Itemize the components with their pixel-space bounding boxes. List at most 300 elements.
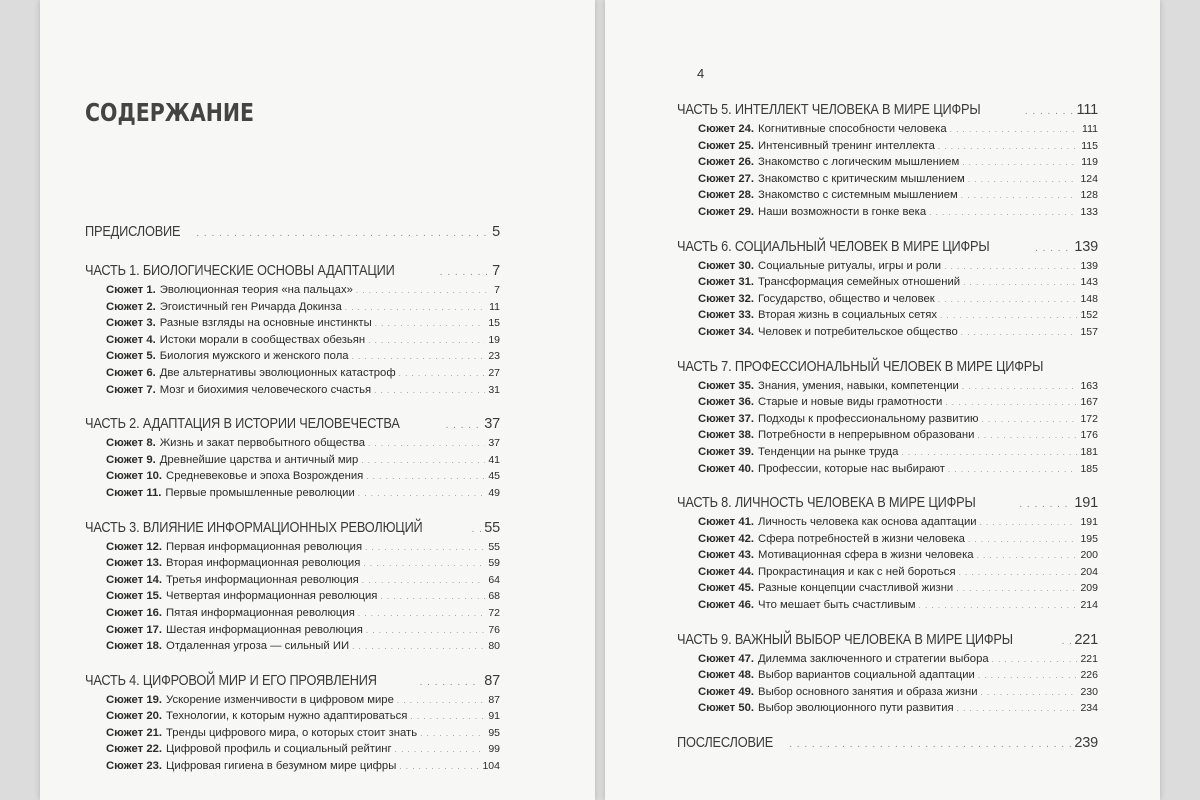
toc-item-title: Прокрастинация и как с ней бороться [758, 565, 956, 578]
toc-item-title: Средневековье и эпоха Возрождения [166, 470, 364, 483]
toc-item-label: Сюжет 23. [106, 760, 163, 773]
toc-item-page: 139 [1080, 259, 1098, 272]
dot-leader [1019, 494, 1071, 514]
toc-item-label: Сюжет 14. [106, 573, 163, 586]
toc-item-title: Подходы к профессиональному развитию [758, 412, 979, 425]
toc-part[interactable] [85, 261, 500, 282]
dot-leader [963, 275, 1077, 291]
toc-item-page: 143 [1080, 276, 1098, 289]
toc-item-label: Сюжет 41. [698, 516, 755, 529]
toc-item[interactable] [85, 365, 500, 382]
dot-leader [420, 672, 482, 692]
toc-item[interactable] [85, 555, 500, 572]
dot-leader [948, 462, 1078, 478]
toc-item-page: 15 [488, 317, 500, 330]
toc-item-text [698, 580, 953, 597]
toc-item-label: Сюжет 11. [106, 486, 162, 499]
toc-item-title: Трансформация семейных отношений [758, 276, 961, 289]
toc-item-title: Дилемма заключенного и стратегии выбора [758, 652, 989, 665]
dot-leader [440, 262, 489, 282]
toc-part[interactable] [677, 237, 1098, 258]
toc-item-title: Знания, умения, навыки, компетенции [758, 379, 959, 392]
toc-item-title: Разные концепции счастливой жизни [758, 582, 954, 595]
toc-item-title: Отдаленная угроза — сильный ИИ [166, 640, 350, 653]
toc-item[interactable] [677, 378, 1098, 395]
toc-item-text [106, 555, 360, 572]
toc-item-page: 209 [1080, 582, 1098, 595]
dot-leader [929, 205, 1077, 221]
toc-left [85, 222, 500, 775]
dot-leader [352, 639, 485, 655]
dot-leader [352, 349, 486, 365]
toc-item-title: Цифровая гигиена в безумном мире цифры [166, 760, 397, 773]
dot-leader [962, 379, 1078, 395]
toc-item-page: 226 [1080, 669, 1098, 682]
toc-item-text [698, 547, 974, 564]
toc-item-page: 45 [488, 470, 500, 483]
toc-item-title: Тренды цифрового мира, о которых стоит знать [166, 726, 418, 739]
toc-item-text [698, 274, 960, 291]
toc-item-page: 99 [488, 743, 500, 756]
toc-item-page: 72 [488, 606, 500, 619]
toc-item-label: Сюжет 24. [698, 123, 755, 135]
toc-item[interactable] [85, 741, 500, 758]
toc-item-text [698, 154, 959, 171]
toc-item[interactable] [85, 299, 500, 316]
dot-leader [380, 589, 485, 605]
toc-item-page: 7 [494, 284, 500, 296]
toc-item-page: 80 [488, 640, 500, 653]
toc-item-text [106, 348, 349, 365]
toc-item[interactable] [85, 622, 500, 639]
toc-item-label: Сюжет 48. [698, 669, 755, 682]
dot-leader [938, 292, 1078, 308]
toc-item-title: Разные взгляды на основные инстинкты [159, 317, 372, 330]
dot-leader [919, 598, 1078, 614]
toc-part-page: 191 [1074, 495, 1098, 512]
toc-item-label: Сюжет 15. [106, 590, 163, 603]
dot-leader [361, 453, 485, 469]
toc-item[interactable] [677, 580, 1098, 597]
toc-item-text [698, 461, 945, 478]
toc-item-label: Сюжет 36. [698, 396, 755, 409]
toc-item-text [106, 572, 359, 589]
toc-item[interactable] [677, 700, 1098, 717]
toc-item[interactable] [677, 651, 1098, 668]
toc-item-text [698, 444, 898, 461]
toc-item-page: 230 [1080, 685, 1098, 698]
toc-item-label: Сюжет 35. [698, 379, 755, 392]
toc-part-title: ЧАСТЬ 8. ЛИЧНОСТЬ ЧЕЛОВЕКА В МИРЕ ЦИФРЫ [677, 495, 976, 512]
toc-part[interactable] [677, 493, 1098, 514]
toc-item-label: Сюжет 13. [106, 557, 163, 570]
toc-part-title: ЧАСТЬ 1. БИОЛОГИЧЕСКИЕ ОСНОВЫ АДАПТАЦИИ [85, 263, 395, 279]
toc-item-label: Сюжет 33. [698, 309, 755, 322]
toc-item-text [698, 204, 926, 221]
toc-item-title: Интенсивный тренинг интеллекта [758, 139, 935, 152]
toc-item-page: 148 [1080, 292, 1098, 305]
toc-item[interactable] [85, 708, 500, 725]
toc-item-page: 128 [1080, 189, 1098, 202]
toc-item-page: 68 [488, 590, 500, 603]
toc-item-label: Сюжет 37. [698, 412, 755, 425]
toc-item[interactable] [677, 154, 1098, 171]
dot-leader [1035, 238, 1071, 258]
toc-item[interactable] [85, 382, 500, 399]
toc-item-title: Ускорение изменчивости в цифровом мире [166, 693, 394, 706]
toc-item[interactable] [677, 667, 1098, 684]
toc-item-text [698, 187, 958, 204]
toc-item-text [106, 452, 358, 469]
toc-item-text [106, 332, 365, 349]
toc-item-title: Человек и потребительское общество [758, 325, 958, 338]
dot-leader [968, 532, 1078, 548]
toc-item-title: Тенденции на рынке труда [758, 445, 899, 458]
toc-item-text [106, 708, 407, 725]
toc-item-label: Сюжет 21. [106, 726, 163, 739]
dot-leader [961, 325, 1078, 341]
toc-item-label: Сюжет 10. [106, 470, 163, 483]
toc-item-label: Сюжет 25. [698, 139, 755, 152]
toc-item[interactable] [677, 138, 1098, 155]
toc-item[interactable] [677, 597, 1098, 614]
toc-item-label: Сюжет 27. [698, 172, 755, 185]
toc-part-page: 37 [484, 416, 500, 433]
page-number: 4 [697, 66, 705, 81]
toc-item-text [106, 588, 377, 605]
toc-part-title: ЧАСТЬ 6. СОЦИАЛЬНЫЙ ЧЕЛОВЕК В МИРЕ ЦИФРЫ [677, 238, 990, 255]
dot-leader [945, 395, 1077, 411]
toc-item-label: Сюжет 43. [698, 549, 755, 562]
toc-item-text [698, 531, 965, 548]
toc-item-page: 95 [488, 726, 500, 739]
toc-item-label: Сюжет 8. [106, 437, 156, 450]
toc-item-label: Сюжет 32. [698, 292, 755, 305]
toc-item[interactable] [677, 274, 1098, 291]
toc-item-title: Биология мужского и женского пола [159, 350, 349, 363]
toc-part[interactable] [677, 357, 1098, 378]
toc-item-label: Сюжет 44. [698, 565, 755, 578]
dot-leader [982, 412, 1078, 428]
dot-leader [345, 300, 486, 316]
toc-item[interactable] [85, 605, 500, 622]
toc-item[interactable] [677, 171, 1098, 188]
dot-leader [356, 283, 491, 299]
toc-item-label: Сюжет 34. [698, 325, 755, 338]
dot-leader [981, 685, 1078, 701]
dot-leader [410, 709, 485, 725]
toc-item[interactable] [677, 547, 1098, 564]
dot-leader [366, 623, 485, 639]
toc-item-title: Что мешает быть счастливым [758, 599, 916, 612]
toc-item-page: 191 [1080, 516, 1098, 529]
dot-leader [944, 259, 1077, 275]
dot-leader [968, 172, 1078, 188]
toc-part-page: 111 [1076, 102, 1098, 118]
dot-leader [368, 333, 485, 349]
toc-item-label: Сюжет 50. [698, 702, 755, 715]
toc-item-page: 185 [1080, 462, 1098, 475]
toc-item[interactable] [85, 485, 500, 502]
toc-item[interactable] [677, 204, 1098, 221]
toc-item[interactable] [677, 461, 1098, 478]
toc-item[interactable] [85, 572, 500, 589]
dot-leader [940, 308, 1077, 324]
toc-item-title: Знакомство с системным мышлением [758, 189, 958, 202]
toc-item-page: 27 [488, 366, 500, 379]
toc-item[interactable] [85, 332, 500, 349]
toc-item-title: Четвертая информационная революция [166, 590, 378, 603]
toc-part-page: 139 [1074, 238, 1098, 255]
toc-item-title: Жизнь и закат первобытного общества [159, 437, 365, 450]
toc-item-text [698, 597, 916, 614]
toc-item-text [106, 692, 394, 709]
toc-afterword[interactable] [677, 733, 1098, 754]
dot-leader [901, 445, 1077, 461]
toc-part-page: 55 [484, 519, 500, 536]
toc-item-label: Сюжет 17. [106, 623, 163, 636]
dot-leader [956, 581, 1077, 597]
dot-leader [978, 668, 1078, 684]
toc-item-text [698, 667, 975, 684]
toc-item[interactable] [677, 187, 1098, 204]
toc-item-label: Сюжет 46. [698, 599, 755, 612]
toc-item-label: Сюжет 28. [698, 189, 755, 202]
dot-leader [938, 139, 1078, 155]
toc-item-page: 221 [1080, 652, 1098, 665]
toc-item-text [698, 564, 956, 581]
toc-item-text [106, 282, 353, 299]
toc-item[interactable] [85, 758, 500, 775]
toc-item[interactable] [677, 564, 1098, 581]
toc-item[interactable] [85, 435, 500, 452]
toc-item-title: Знакомство с логическим мышлением [758, 156, 960, 169]
toc-item-text [106, 365, 396, 382]
toc-right [677, 100, 1098, 754]
toc-item-text [698, 171, 965, 188]
toc-item-text [698, 684, 978, 701]
toc-item-text [698, 427, 974, 444]
toc-part-title: ЧАСТЬ 3. ВЛИЯНИЕ ИНФОРМАЦИОННЫХ РЕВОЛЮЦИЙ [85, 519, 423, 536]
toc-part-title: ЧАСТЬ 5. ИНТЕЛЛЕКТ ЧЕЛОВЕКА В МИРЕ ЦИФРЫ [677, 102, 981, 118]
toc-item-title: Технологии, к которым нужно адаптироваться [166, 710, 408, 723]
toc-item-page: 214 [1080, 599, 1098, 612]
toc-item-page: 19 [488, 333, 500, 346]
toc-item-page: 124 [1080, 172, 1098, 185]
toc-part[interactable] [85, 414, 500, 435]
toc-item-page: 176 [1080, 429, 1098, 442]
toc-item-page: 200 [1080, 549, 1098, 562]
dot-leader [399, 366, 486, 382]
toc-item-label: Сюжет 1. [106, 284, 156, 296]
toc-item-title: Социальные ритуалы, игры и роли [758, 259, 942, 272]
dot-leader [374, 383, 485, 399]
toc-item-label: Сюжет 30. [698, 259, 755, 272]
toc-item-label: Сюжет 29. [698, 205, 755, 218]
toc-item[interactable] [85, 348, 500, 365]
dot-leader [789, 734, 1071, 754]
toc-item-page: 76 [488, 623, 500, 636]
left-page [40, 0, 595, 800]
toc-item[interactable] [677, 411, 1098, 428]
toc-part-title: ЧАСТЬ 2. АДАПТАЦИЯ В ИСТОРИИ ЧЕЛОВЕЧЕСТВА [85, 416, 400, 433]
toc-item-page: 37 [488, 437, 500, 450]
toc-item-text [698, 307, 937, 324]
toc-item-text [106, 725, 417, 742]
toc-item-text [698, 324, 958, 341]
toc-item[interactable] [85, 638, 500, 655]
toc-part-title: ЧАСТЬ 9. ВАЖНЫЙ ВЫБОР ЧЕЛОВЕКА В МИРЕ ЦИФРЫ [677, 631, 1013, 648]
toc-item-text [106, 758, 396, 775]
toc-item-text [698, 651, 989, 668]
toc-item-title: Личность человека как основа адаптации [758, 516, 977, 529]
toc-item[interactable] [85, 282, 500, 299]
toc-item[interactable] [677, 684, 1098, 701]
toc-item[interactable] [677, 531, 1098, 548]
toc-preface-page: 5 [492, 224, 500, 240]
toc-item-title: Потребности в непрерывном образовани [758, 429, 975, 442]
toc-item-title: Цифровой профиль и социальный рейтинг [166, 743, 392, 756]
toc-item-page: 104 [482, 760, 500, 773]
dot-leader [962, 155, 1078, 171]
toc-item-label: Сюжет 49. [698, 685, 755, 698]
toc-part[interactable] [85, 518, 500, 539]
dot-leader [358, 486, 486, 502]
toc-item-label: Сюжет 45. [698, 582, 755, 595]
toc-item[interactable] [677, 121, 1098, 138]
toc-item-page: 23 [488, 350, 500, 363]
dot-leader [957, 701, 1078, 717]
toc-item-page: 181 [1080, 445, 1098, 458]
toc-item-label: Сюжет 42. [698, 532, 755, 545]
toc-item-text [698, 514, 977, 531]
toc-item-label: Сюжет 5. [106, 350, 156, 363]
dot-leader [446, 415, 482, 435]
dot-leader [395, 742, 486, 758]
dot-leader [977, 428, 1077, 444]
dot-leader [959, 565, 1078, 581]
toc-item-title: Вторая информационная революция [166, 557, 361, 570]
dot-leader [366, 469, 485, 485]
toc-item-label: Сюжет 3. [106, 317, 156, 330]
toc-item-title: Первые промышленные революции [165, 486, 355, 499]
toc-preface[interactable] [85, 222, 500, 243]
toc-item-page: 55 [488, 540, 500, 553]
toc-item-text [698, 138, 935, 155]
toc-item-text [106, 741, 392, 758]
toc-item-page: 204 [1080, 565, 1098, 578]
toc-item[interactable] [85, 315, 500, 332]
toc-item-title: Старые и новые виды грамотности [758, 396, 943, 409]
dot-leader [950, 122, 1079, 138]
toc-item-title: Пятая информационная революция [166, 606, 355, 619]
toc-item-text [698, 291, 935, 308]
toc-item[interactable] [677, 427, 1098, 444]
toc-item-title: Древнейшие царства и античный мир [159, 453, 359, 466]
page-title: СОДЕРЖАНИЕ [85, 98, 255, 127]
toc-item-page: 111 [1082, 123, 1098, 135]
toc-item[interactable] [677, 307, 1098, 324]
toc-item-title: Выбор эволюционного пути развития [758, 702, 954, 715]
toc-item-page: 195 [1080, 532, 1098, 545]
toc-item[interactable] [677, 444, 1098, 461]
toc-part-page: 7 [492, 263, 500, 279]
toc-item-page: 31 [488, 383, 500, 396]
toc-item-title: Шестая информационная революция [166, 623, 363, 636]
toc-item-text [106, 315, 372, 332]
toc-item-text [106, 622, 363, 639]
dot-leader [196, 223, 489, 243]
toc-part-title: ЧАСТЬ 4. ЦИФРОВОЙ МИР И ЕГО ПРОЯВЛЕНИЯ [85, 672, 377, 689]
dot-leader [992, 652, 1078, 668]
dot-leader [472, 519, 482, 539]
toc-item[interactable] [85, 452, 500, 469]
toc-item-title: Когнитивные способности человека [758, 123, 947, 135]
toc-item-text [698, 394, 942, 411]
toc-item-page: 59 [488, 557, 500, 570]
toc-item-page: 41 [488, 453, 500, 466]
toc-item[interactable] [677, 324, 1098, 341]
toc-item-label: Сюжет 22. [106, 743, 163, 756]
toc-item-text [106, 299, 342, 316]
toc-part-title: ЧАСТЬ 7. ПРОФЕССИОНАЛЬНЫЙ ЧЕЛОВЕК В МИРЕ ЦИФРЫ [677, 358, 1044, 375]
toc-item[interactable] [85, 468, 500, 485]
toc-item-label: Сюжет 20. [106, 710, 163, 723]
toc-item[interactable] [85, 725, 500, 742]
toc-item-text [106, 539, 362, 556]
toc-item-text [106, 638, 349, 655]
dot-leader [399, 759, 479, 775]
toc-part[interactable] [85, 671, 500, 692]
toc-item-page: 133 [1080, 205, 1098, 218]
toc-afterword-page: 239 [1074, 735, 1098, 752]
toc-item-page: 87 [488, 693, 500, 706]
toc-item[interactable] [85, 692, 500, 709]
dot-leader [961, 188, 1078, 204]
toc-item[interactable] [85, 539, 500, 556]
toc-item-page: 115 [1081, 139, 1098, 152]
toc-item-label: Сюжет 18. [106, 640, 163, 653]
toc-item-label: Сюжет 12. [106, 540, 163, 553]
toc-item[interactable] [677, 291, 1098, 308]
dot-leader [1025, 101, 1074, 121]
right-page [605, 0, 1160, 800]
dot-leader [397, 693, 485, 709]
toc-item-title: Вторая жизнь в социальных сетях [758, 309, 938, 322]
toc-item-label: Сюжет 31. [698, 276, 755, 289]
toc-item-label: Сюжет 40. [698, 462, 755, 475]
toc-item[interactable] [677, 394, 1098, 411]
toc-item[interactable] [677, 258, 1098, 275]
toc-item-title: Знакомство с критическим мышлением [758, 172, 965, 185]
toc-item[interactable] [677, 514, 1098, 531]
toc-item-text [698, 378, 959, 395]
toc-item-title: Истоки морали в сообществах обезьян [159, 333, 366, 346]
toc-item-page: 163 [1080, 379, 1098, 392]
toc-item[interactable] [85, 588, 500, 605]
toc-item-label: Сюжет 38. [698, 429, 755, 442]
toc-item-text [698, 700, 954, 717]
dot-leader [980, 515, 1078, 531]
toc-item-title: Эгоистичный ген Ричарда Докинза [159, 300, 342, 313]
toc-item-label: Сюжет 6. [106, 366, 156, 379]
toc-item-text [698, 258, 941, 275]
toc-item-page: 157 [1080, 325, 1098, 338]
toc-part[interactable] [677, 630, 1098, 651]
dot-leader [1062, 631, 1072, 651]
toc-item-page: 172 [1080, 412, 1098, 425]
toc-part[interactable] [677, 100, 1098, 121]
